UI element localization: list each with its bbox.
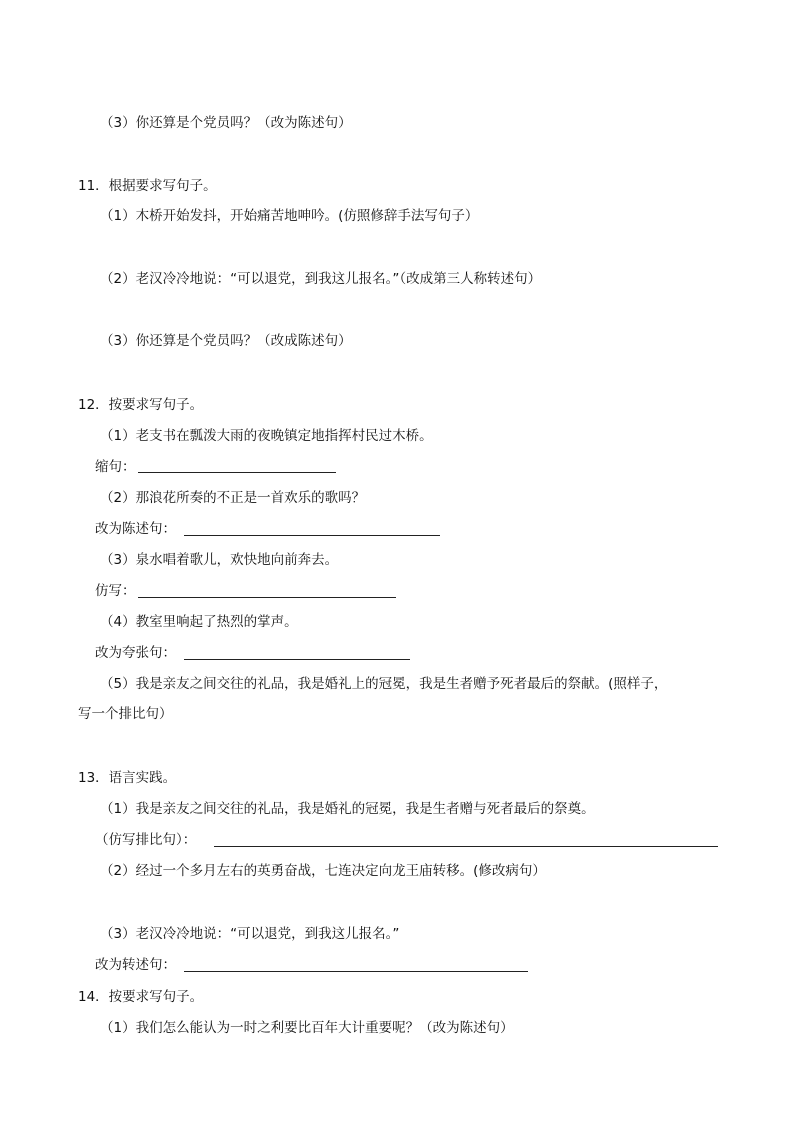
q11-part3: （3）你还算是个党员吗？（改成陈述句） <box>100 333 352 349</box>
q12-part3: （3）泉水唱着歌儿，欢快地向前奔去。 <box>100 552 339 568</box>
q10-part3: （3）你还算是个党员吗？（改为陈述句） <box>100 115 352 131</box>
q13-answer3-blank[interactable] <box>184 971 528 972</box>
q12-answer4-blank[interactable] <box>184 659 410 660</box>
q13-answer1-label: （仿写排比句）： <box>95 832 197 848</box>
q12-answer1-label: 缩句： <box>95 459 136 475</box>
q12-answer3-label: 仿写： <box>95 583 136 599</box>
q13-part2: （2）经过一个多月左右的英勇奋战，七连决定向龙王庙转移。(修改病句） <box>100 863 546 879</box>
q12-answer2-label: 改为陈述句： <box>95 521 176 537</box>
q14-title: 14．按要求写句子。 <box>78 989 204 1005</box>
q13-part3: （3）老汉冷冷地说：“可以退党，到我这儿报名。” <box>100 926 400 942</box>
q13-answer3-label: 改为转述句： <box>95 957 176 973</box>
q12-part5-cont: 写一个排比句） <box>78 706 173 722</box>
q12-answer3-blank[interactable] <box>138 597 396 598</box>
q13-title: 13．语言实践。 <box>78 770 177 786</box>
q11-part2: （2）老汉冷冷地说：“可以退党，到我这儿报名。”（改成第三人称转述句） <box>100 271 542 287</box>
q12-answer1-blank[interactable] <box>138 472 336 473</box>
q12-answer2-blank[interactable] <box>184 535 440 536</box>
q12-part4: （4）教室里响起了热烈的掌声。 <box>100 614 298 630</box>
q11-title: 11．根据要求写句子。 <box>78 178 217 194</box>
q12-part2: （2）那浪花所奏的不正是一首欢乐的歌吗？ <box>100 490 366 506</box>
q12-part1: （1）老支书在瓢泼大雨的夜晚镇定地指挥村民过木桥。 <box>100 428 433 444</box>
q13-answer1-blank[interactable] <box>214 846 718 847</box>
q13-part1: （1）我是亲友之间交往的礼品，我是婚礼的冠冕，我是生者赠与死者最后的祭奠。 <box>100 801 595 817</box>
q11-part1: （1）木桥开始发抖，开始痛苦地呻吟。(仿照修辞手法写句子） <box>100 208 479 224</box>
q12-answer4-label: 改为夸张句： <box>95 645 176 661</box>
q12-title: 12．按要求写句子。 <box>78 397 204 413</box>
q14-part1: （1）我们怎么能认为一时之利要比百年大计重要呢？（改为陈述句） <box>100 1020 514 1036</box>
q12-part5: （5）我是亲友之间交往的礼品，我是婚礼上的冠冕，我是生者赠予死者最后的祭献。(照样子， <box>100 676 668 692</box>
